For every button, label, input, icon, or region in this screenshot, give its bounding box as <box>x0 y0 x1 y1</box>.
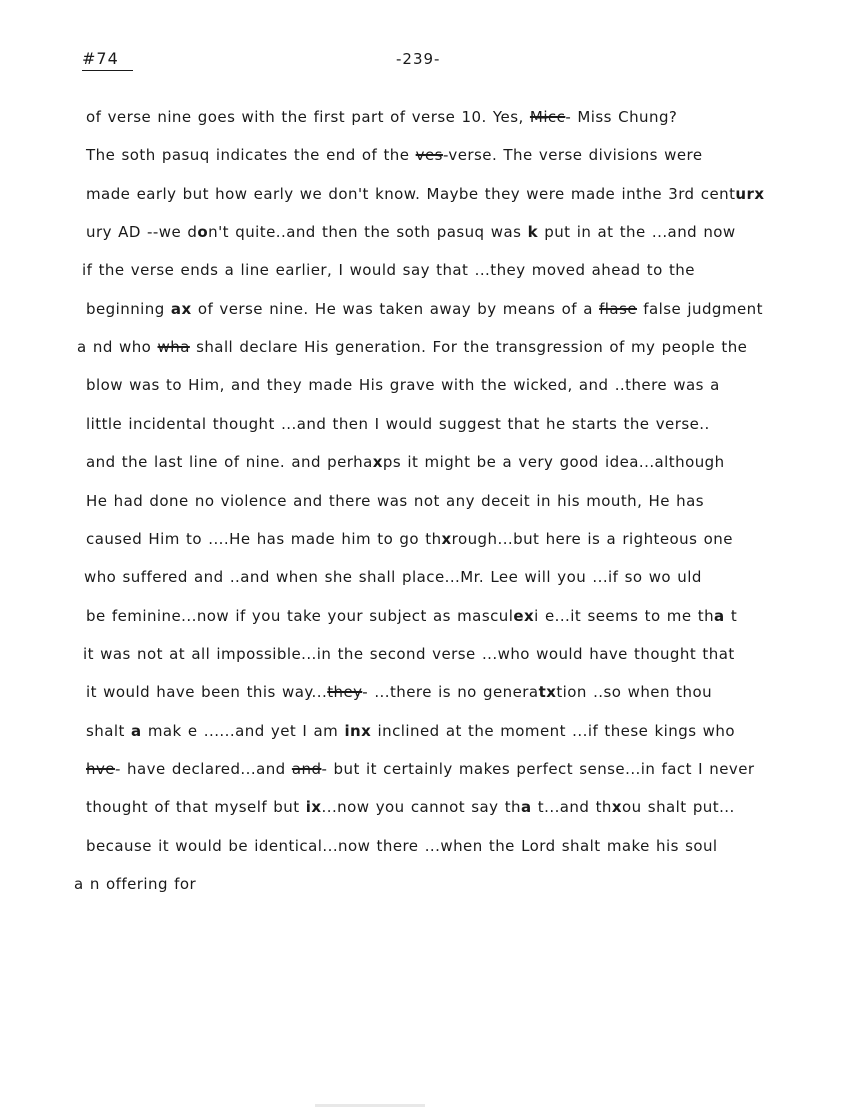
line-text: ury AD --we d <box>86 223 198 241</box>
line-text: The soth pasuq indicates the end of the <box>86 146 416 164</box>
transcript-line <box>86 797 735 817</box>
line-text: ps it might be a very good idea...although <box>382 453 725 471</box>
transcript-line <box>86 107 677 127</box>
line-text: t <box>724 607 738 625</box>
line-text: because it would be identical...now there ...when the Lord shalt make his soul <box>86 837 718 855</box>
line-text: -verse. The verse divisions were <box>442 146 703 164</box>
struck-out-text: hve <box>86 760 115 778</box>
line-text: a n offering for <box>74 875 197 893</box>
line-text: blow was to Him, and they made His grave with the wicked, and ..there was a <box>86 376 720 394</box>
overtyped-text: urx <box>735 185 765 203</box>
line-text: - Miss Chung? <box>565 108 678 126</box>
line-text: ou shalt put... <box>622 798 735 816</box>
line-text: of verse nine. He was taken away by means of a <box>191 300 600 318</box>
transcript-line <box>86 375 720 395</box>
line-text: who suffered and ..and when she shall place...Mr. Lee will you ...if so wo uld <box>84 568 702 586</box>
transcript-line <box>86 836 718 856</box>
line-text: ...now you cannot say th <box>321 798 521 816</box>
line-text: - ...there is no genera <box>362 683 539 701</box>
overtyped-text: x <box>372 453 383 471</box>
transcript-line <box>86 682 712 702</box>
page-number: -239- <box>396 50 441 68</box>
line-text: beginning <box>86 300 171 318</box>
overtyped-text: a <box>521 798 532 816</box>
line-text: - but it certainly makes perfect sense...in fact I never <box>321 760 755 778</box>
line-text: be feminine...now if you take your subject as mascul <box>86 607 514 625</box>
transcript-line <box>86 184 765 204</box>
overtyped-text: a <box>714 607 725 625</box>
line-text: put in at the ...and now <box>538 223 736 241</box>
line-text: if the verse ends a line earlier, I would say that ...they moved ahead to the <box>82 261 695 279</box>
overtyped-text: ex <box>513 607 535 625</box>
struck-out-text: flase <box>599 300 638 318</box>
transcript-line <box>74 874 196 894</box>
line-text: it was not at all impossible...in the second verse ...who would have thought that <box>83 645 735 663</box>
line-text: - have declared...and <box>114 760 292 778</box>
line-text: t...and th <box>531 798 612 816</box>
line-text: caused Him to ....He has made him to go th <box>86 530 442 548</box>
struck-out-text: Mi̶cc <box>529 108 566 126</box>
transcript-line <box>86 721 735 741</box>
line-text: little incidental thought ...and then I would suggest that he starts the verse.. <box>86 415 710 433</box>
transcript-line <box>84 567 702 587</box>
document-number: #74 <box>82 48 133 71</box>
line-text: a nd who <box>77 338 158 356</box>
transcript-line <box>86 759 755 779</box>
line-text: i e...it seems to me th <box>534 607 715 625</box>
overtyped-text: ix <box>305 798 322 816</box>
line-text: false judgment <box>637 300 763 318</box>
transcript-line <box>86 452 725 472</box>
line-text: mak e ......and yet I am <box>141 722 345 740</box>
transcript-line <box>83 644 735 664</box>
overtyped-text: k <box>527 223 539 241</box>
overtyped-text: tx <box>538 683 557 701</box>
struck-out-text: they <box>327 683 363 701</box>
struck-out-text: wha <box>157 338 190 356</box>
transcript-line <box>86 299 763 319</box>
line-text: tion ..so when thou <box>556 683 713 701</box>
overtyped-text: inx <box>344 722 372 740</box>
line-text: of verse nine goes with the first part of verse 10. Yes, <box>86 108 530 126</box>
overtyped-text: a <box>131 722 142 740</box>
transcript-line <box>77 337 747 357</box>
line-text: He had done no violence and there was not any deceit in his mouth, He has <box>86 492 705 510</box>
transcript-line <box>86 529 733 549</box>
transcript-line <box>86 414 710 434</box>
overtyped-text: x <box>611 798 622 816</box>
line-text: shalt <box>86 722 132 740</box>
line-text: and the last line of nine. and perha <box>86 453 373 471</box>
overtyped-text: ax <box>170 300 192 318</box>
transcript-line <box>86 491 704 511</box>
struck-out-text: and <box>291 760 322 778</box>
transcript-line <box>86 222 736 242</box>
transcript-line <box>86 145 703 165</box>
footer-smudge <box>315 1104 425 1107</box>
struck-out-text: ves <box>415 146 443 164</box>
overtyped-text: x <box>441 530 452 548</box>
line-text: thought of that myself but <box>86 798 306 816</box>
line-text: inclined at the moment ...if these kings who <box>371 722 735 740</box>
transcript-line <box>86 606 737 626</box>
line-text: it would have been this way... <box>86 683 328 701</box>
line-text: rough...but here is a righteous one <box>451 530 733 548</box>
transcript-line <box>82 260 695 280</box>
line-text: shall declare His generation. For the transgression of my people the <box>189 338 748 356</box>
line-text: n't quite..and then the soth pasuq was <box>208 223 528 241</box>
overtyped-text: o <box>197 223 209 241</box>
line-text: made early but how early we don't know. Maybe they were made inthe 3rd cent <box>86 185 736 203</box>
